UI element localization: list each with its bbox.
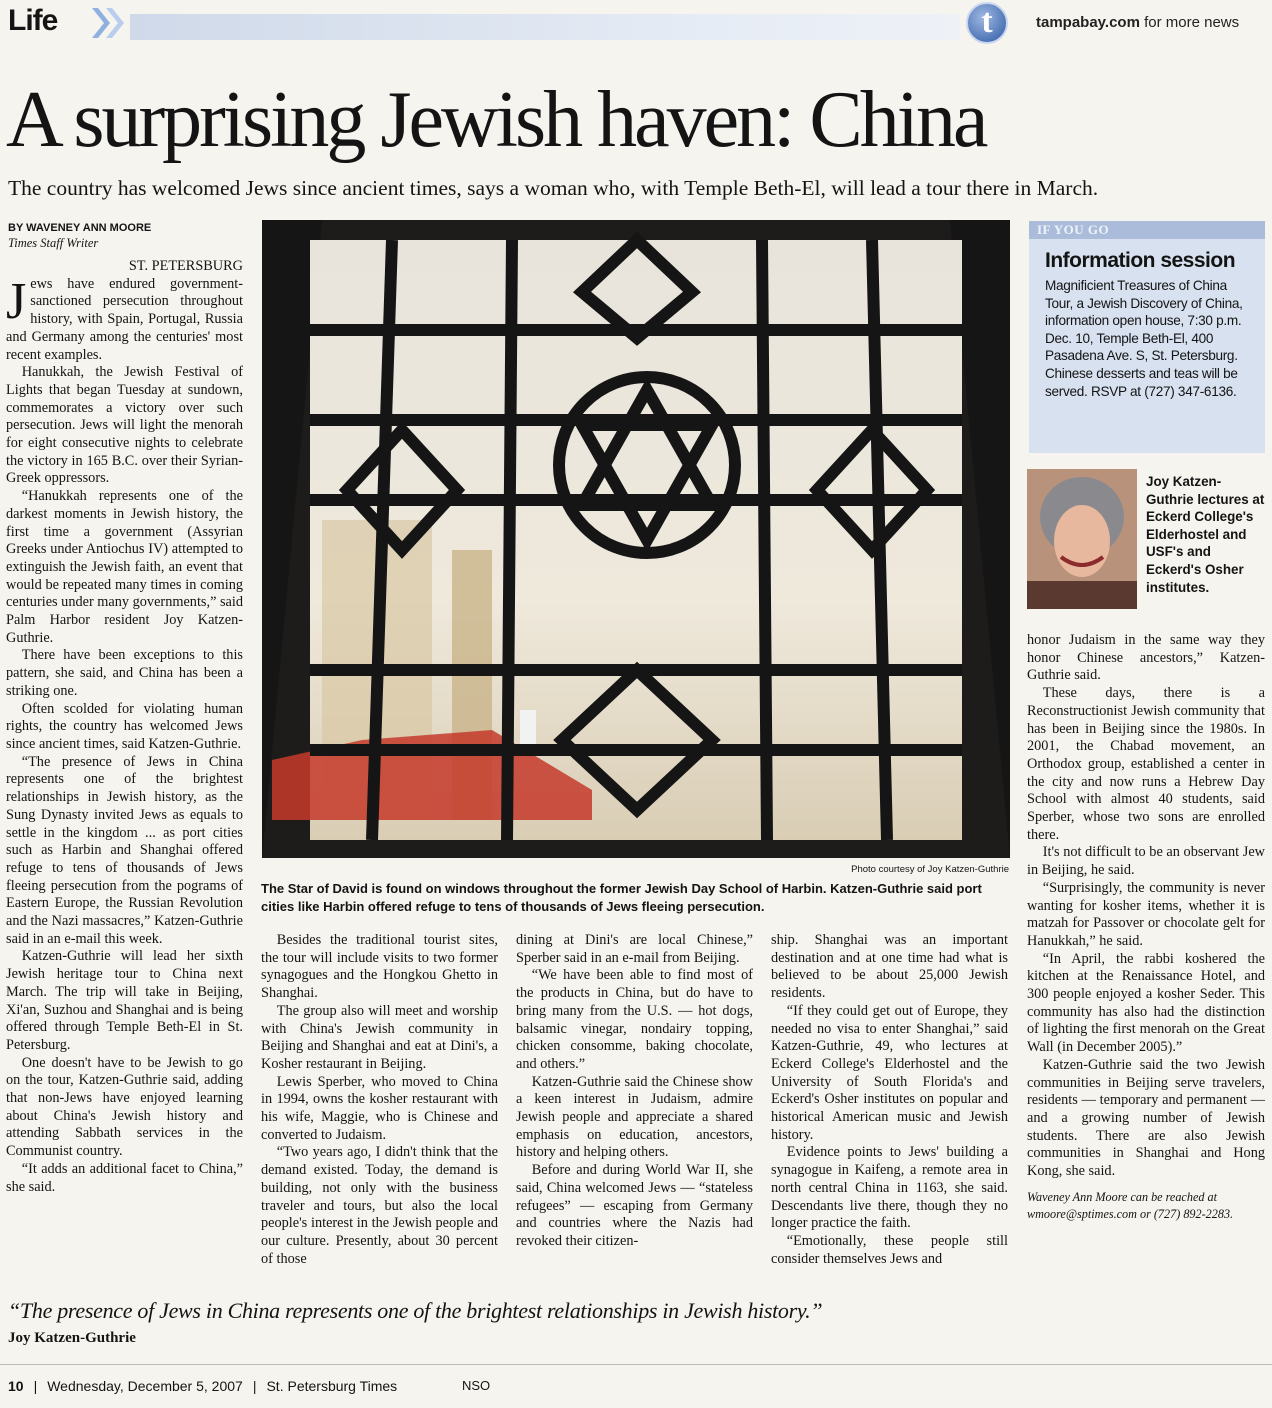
portrait-caption: Joy Katzen-Guthrie lectures at Eckerd College's Elderhostel and USF's and Eckerd's Osher institutes. xyxy=(1146,474,1265,595)
paragraph: “Emotionally, these people still consider themselves Jews and xyxy=(771,1232,1008,1267)
pull-quote: “The presence of Jews in China represents one of the brightest relationships in Jewish history.” xyxy=(8,1298,823,1323)
paragraph: “Two years ago, I didn't think that the demand existed. Today, the demand is building, not only with the business traveler and tours, but also the local people's interest in the Jewish people and our culture. Presently, about 30 percent of those xyxy=(261,1144,498,1267)
paragraph: “Surprisingly, the community is never wanting for kosher items, whether it is matzah for Passover or chocolate gelt for Hanukkah,” he said. xyxy=(1027,879,1265,949)
paragraph: Katzen-Guthrie will lead her sixth Jewish heritage tour to China next March. The trip will take in Beijing, Xi'an, Suzhou and Shanghai and is being offered through Temple Beth-El in St. Petersburg. xyxy=(6,948,243,1053)
footer-separator: | xyxy=(33,1378,38,1394)
window-illustration xyxy=(262,220,1010,858)
paragraph: Evidence points to Jews' building a synagogue in Kaifeng, a remote area in north central China in 1163, she said. Descendants live there, though they no longer practice the faith. xyxy=(771,1144,1008,1232)
page-footer xyxy=(8,1378,397,1394)
if-you-go-sidebar xyxy=(1029,221,1265,453)
dateline: ST. PETERSBURG xyxy=(128,258,243,274)
portrait-illustration xyxy=(1027,469,1137,609)
edition-code: NSO xyxy=(462,1378,491,1393)
footer-paper: St. Petersburg Times xyxy=(266,1378,398,1394)
section-arrow-icon xyxy=(88,6,128,40)
paragraph: One doesn't have to be Jewish to go on the tour, Katzen-Guthrie said, adding that non-Jews have enjoyed learning about China's Jewish history and attending Sabbath services in the Communist country. xyxy=(6,1054,243,1160)
page-number: 10 xyxy=(8,1378,24,1394)
sidebar-title: Information session xyxy=(1045,249,1236,272)
article-column-3 xyxy=(516,932,753,1286)
paragraph: The group also will meet and worship with China's Jewish community in Beijing and Shanghai and eat at Dini's, a Kosher restaurant in Beijing. xyxy=(261,1002,498,1072)
headline: A surprising Jewish haven: China xyxy=(6,76,986,164)
paragraph: “If they could get out of Europe, they needed no visa to enter Shanghai,” said Katzen-Guthrie, 49, who lectures at Eckerd College's Elderhostel and the University of South Florida's and Eckerd's Osher institutes on popular and historical American music and Jewish history. xyxy=(771,1002,1008,1143)
article-column-2 xyxy=(261,932,498,1286)
paragraph: Hanukkah, the Jewish Festival of Lights that began Tuesday at sundown, commemorates a victory over such persecution. Jews will light the menorah for eight consecutive nights to celebrate the victory in 165 B.C. over their Syrian-Greek oppressors. xyxy=(6,364,243,487)
paragraph: There have been exceptions to this pattern, she said, and China has been a striking one. xyxy=(6,647,243,699)
byline-name: BY WAVENEY ANN MOORE xyxy=(8,222,152,234)
paragraph: honor Judaism in the same way they honor Chinese ancestors,” Katzen-Guthrie said. xyxy=(1027,632,1265,684)
article-column-5 xyxy=(1027,632,1265,1232)
paragraph: Besides the traditional tourist sites, the tour will include visits to two former synagogues and the Hongkou Ghetto in Shanghai. xyxy=(261,932,498,1002)
footer-date: Wednesday, December 5, 2007 xyxy=(47,1378,243,1394)
paragraph: Often scolded for violating human rights, the country has welcomed Jews since ancient times, said Katzen-Guthrie. xyxy=(6,700,243,752)
header-band xyxy=(130,14,960,40)
paragraph: ship. Shanghai was an important destination and at one time had what is believed to be about 25,000 Jewish residents. xyxy=(771,932,1008,1002)
paragraph: Katzen-Guthrie said the Chinese show a keen interest in Judaism, admire Jewish people and appreciate a shared emphasis on education, ancestors, history and helping others. xyxy=(516,1073,753,1161)
paragraph: Katzen-Guthrie said the two Jewish communities in Beijing serve travelers, residents — temporary and permanent — and a growing number of Jewish students. There are also Jewish communities in Shanghai and Hong Kong, she said. xyxy=(1027,1056,1265,1180)
sidebar-tag: IF YOU GO xyxy=(1037,222,1110,237)
sidebar-body: Magnificient Treasures of China Tour, a Jewish Discovery of China, information open house, 7:30 p.m. Dec. 10, Temple Beth-El, 400 Pasadena Ave. S, St. Petersburg. Chinese desserts and teas will be served. RSVP at (727) 347-6136. xyxy=(1045,278,1243,399)
paragraph: Before and during World War II, she said, China welcomed Jews — “stateless refugees” — escaping from Germany and countries where the Nazis had revoked their citizen- xyxy=(516,1162,753,1249)
site-link[interactable] xyxy=(1036,14,1239,31)
byline-title: Times Staff Writer xyxy=(8,236,99,250)
paragraph: These days, there is a Reconstructionist Jewish community that has been in Beijing since the 1980s. In 2001, the Chabad movement, an Orthodox group, established a center in the city and now runs a Hebrew Day School with almost 40 students, said Sperber, whose two sons are enrolled there. xyxy=(1027,685,1265,843)
paragraph: It's not difficult to be an observant Jew in Beijing, he said. xyxy=(1027,844,1265,879)
paragraph: “In April, the rabbi koshered the kitchen at the Renaissance Hotel, and 300 people enjoyed a kosher Seder. This community has also had the distinction of lighting the first menorah on the Great Wall (in December 2005).” xyxy=(1027,950,1265,1056)
footer-separator: | xyxy=(252,1378,257,1394)
article-column-1 xyxy=(6,258,243,1288)
subhead: The country has welcomed Jews since ancient times, says a woman who, with Temple Beth-El, will lead a tour there in March. xyxy=(8,176,1099,200)
paragraph: “It adds an additional facet to China,” she said. xyxy=(6,1160,243,1195)
footer-divider xyxy=(0,1364,1272,1365)
paragraph-text: ews have endured government-sanctioned persecution throughout history, with Spain, Portugal, Russia and Germany among the centuries' most recent examples. xyxy=(6,275,243,363)
drop-cap: J xyxy=(6,272,27,330)
photo-caption: The Star of David is found on windows throughout the former Jewish Day School of Harbin. Katzen-Guthrie said port cities like Harbin offered refuge to tens of thousands of Jews fleeing persecution. xyxy=(261,881,982,914)
paragraph: “Hanukkah represents one of the darkest moments in Jewish history, the first time a government (Assyrian Greeks under Antiochus IV) attempted to extinguish the Jewish faith, an event that would be repeated many times in coming centuries under many governments,” said Palm Harbor resident Joy Katzen-Guthrie. xyxy=(6,488,243,646)
article-column-4 xyxy=(771,932,1008,1286)
photo-credit: Photo courtesy of Joy Katzen-Guthrie xyxy=(851,864,1009,875)
author-contact: Waveney Ann Moore can be reached at wmoore@sptimes.com or (727) 892-2283. xyxy=(1027,1189,1234,1221)
paragraph: “The presence of Jews in China represents one of the brightest relationships in Jewish history, as the Sung Dynasty invited Jews as equals to settle in the kingdom ... as port cities such as Harbin and Shanghai offered refuge to tens of thousands of Jews fleeing persecution from the pograms of Eastern Europe, the Russian Revolution and the Nazi massacres,” Katzen-Guthrie said in an e-mail this week. xyxy=(6,753,243,947)
star-of-david-window-photo xyxy=(262,220,1010,858)
section-label: Life xyxy=(8,4,58,37)
tampabay-logo-icon[interactable]: t xyxy=(966,2,1008,44)
portrait-photo xyxy=(1027,469,1137,609)
paragraph: “We have been able to find most of the products in China, but do have to bring many from the U.S. — hot dogs, balsamic vinegar, nondairy topping, chicken consomme, baking chocolate, and others.” xyxy=(516,967,753,1072)
site-link-text: for more news xyxy=(1139,14,1240,31)
lead-paragraph xyxy=(6,272,243,365)
pull-quote-attribution: Joy Katzen-Guthrie xyxy=(8,1330,136,1346)
paragraph: dining at Dini's are local Chinese,” Sperber said in an e-mail from Beijing. xyxy=(516,932,753,966)
paragraph: Lewis Sperber, who moved to China in 1994, owns the kosher restaurant with his wife, Maggie, who is Chinese and converted to Judaism. xyxy=(261,1073,498,1143)
site-link-domain[interactable]: tampabay.com xyxy=(1036,14,1140,31)
